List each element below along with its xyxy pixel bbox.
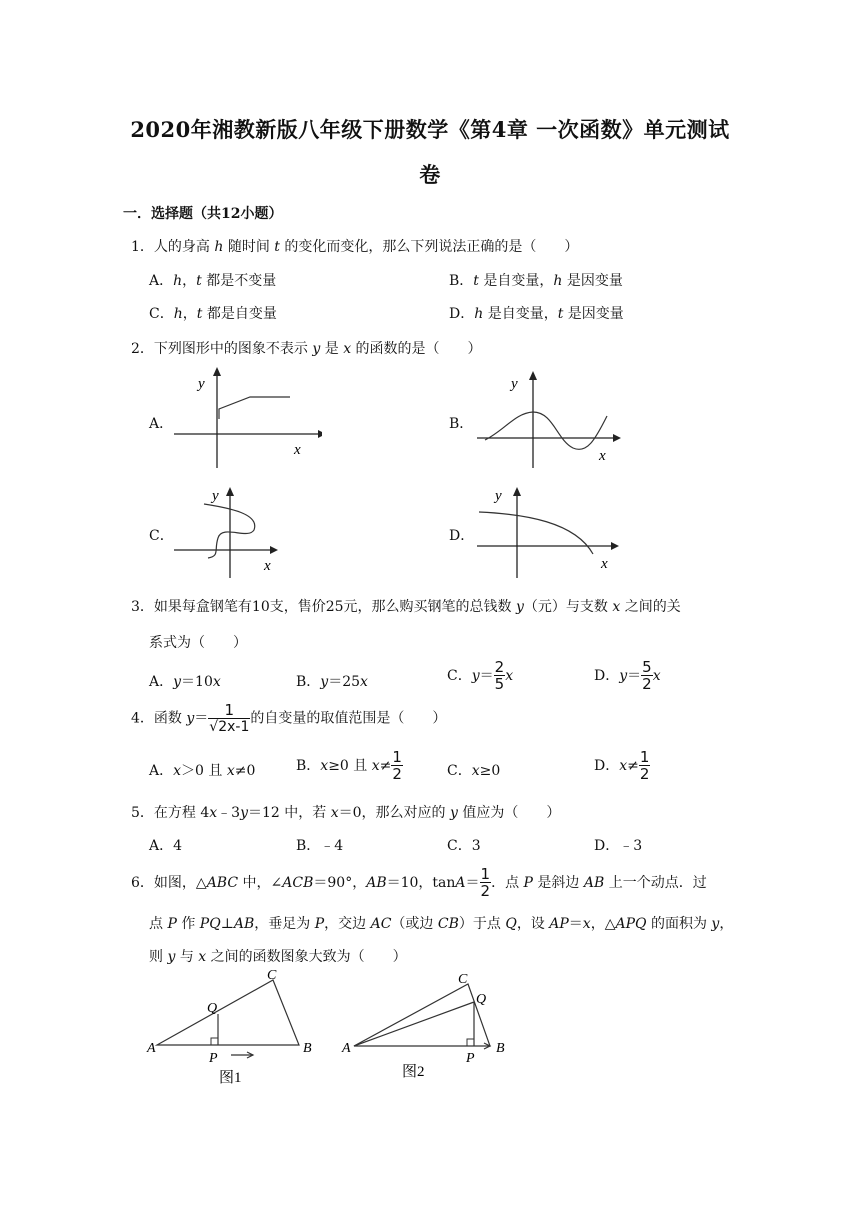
point-c-label: C	[458, 972, 468, 987]
point-p-label: P	[209, 1051, 218, 1066]
q4-option-c: C．x≥0	[447, 763, 501, 779]
q5-option-c: C．3	[447, 838, 481, 854]
doc-title-line1: 2020年湘教新版八年级下册数学《第4章 一次函数》单元测试	[130, 117, 730, 142]
q3-option-b: B．y＝25x	[296, 674, 368, 690]
figure-caption: 图2	[402, 1064, 425, 1080]
doc-title-line2: 卷	[419, 162, 441, 187]
axis-y-label: y	[212, 488, 219, 504]
q1-option-c: C．h，t 都是自变量	[149, 306, 277, 322]
q2-label-d: D．	[449, 528, 475, 544]
figure-caption: 图1	[219, 1070, 242, 1086]
point-p-label: P	[466, 1051, 475, 1066]
q1-option-b: B．t 是自变量，h 是因变量	[449, 273, 623, 289]
fraction: $\frac{1}{2}$	[639, 748, 650, 783]
sqrt-sign: √	[209, 719, 219, 735]
q2-graph-a	[172, 364, 322, 472]
q1-option-d: D．h 是自变量，t 是因变量	[449, 306, 624, 322]
axis-x-label: x	[601, 556, 608, 572]
q3-option-c: C．y＝ $\frac{2}{5}$ x	[447, 658, 514, 693]
q6-stem-line2: 点 P 作 PQ⊥AB，垂足为 P，交边 AC（或边 CB）于点 Q，设 AP＝x，△APQ 的面积为 y，	[149, 916, 734, 932]
axis-x-label: x	[599, 448, 606, 464]
section-heading: 一．选择题（共12小题）	[123, 206, 283, 222]
q5-option-a: A．4	[149, 838, 183, 854]
q4-stem: 4．函数 y＝ $\frac{1}{√2x-1}$ 的自变量的取值范围是（ ）	[131, 701, 447, 735]
q2-label-b: B．	[449, 416, 474, 432]
axis-y-label: y	[511, 376, 518, 392]
q2-graph-d	[475, 484, 625, 580]
point-c-label: C	[267, 968, 277, 983]
q3-stem-line1: 3．如果每盒钢笔有10支，售价25元，那么购买钢笔的总钱数 y（元）与支数 x 之间的关	[131, 599, 681, 615]
axis-x-label: x	[294, 442, 301, 458]
q4-option-b: B．x≥0 且 x≠ $\frac{1}{2}$	[296, 748, 402, 783]
fraction: $\frac{2}{5}$	[494, 658, 505, 693]
q4-option-d: D．x≠ $\frac{1}{2}$	[594, 748, 650, 783]
q3-option-d: D．y＝ $\frac{5}{2}$ x	[594, 658, 661, 693]
q5-option-b: B．﹣4	[296, 838, 344, 854]
q2-label-c: C．	[149, 528, 174, 544]
point-q-label: Q	[476, 992, 487, 1007]
q2-stem: 2．下列图形中的图象不表示 y 是 x 的函数的是（ ）	[131, 341, 482, 357]
q1-stem: 1．人的身高 h 随时间 t 的变化而变化，那么下列说法正确的是（ ）	[131, 239, 579, 255]
point-q-label: Q	[207, 1001, 218, 1016]
q6-figure-1	[145, 968, 330, 1086]
q3-stem-line2: 系式为（ ）	[149, 635, 247, 651]
q2-graph-b	[475, 368, 625, 468]
point-a-label: A	[147, 1041, 156, 1056]
q1-option-a: A．h，t 都是不变量	[149, 273, 277, 289]
fraction: $\frac{5}{2}$	[642, 658, 652, 693]
q2-label-a: A．	[149, 416, 174, 432]
q4-option-a: A．x＞0 且 x≠0	[149, 763, 256, 779]
q6-stem-line3: 则 y 与 x 之间的函数图象大致为（ ）	[149, 949, 407, 965]
point-a-label: A	[342, 1041, 351, 1056]
fraction: $\frac{1}{2}$	[480, 865, 491, 900]
q3-option-a: A．y＝10x	[149, 674, 221, 690]
fraction-sqrt: $\frac{1}{√2x-1}$	[209, 701, 250, 735]
q5-option-d: D．﹣3	[594, 838, 643, 854]
axis-y-label: y	[495, 488, 502, 504]
q5-stem: 5．在方程 4x﹣3y＝12 中，若 x＝0，那么对应的 y 值应为（ ）	[131, 805, 561, 821]
q2-graph-c	[172, 484, 282, 580]
point-b-label: B	[303, 1041, 312, 1056]
q6-figure-2	[340, 968, 525, 1086]
axis-y-label: y	[198, 376, 205, 392]
fraction: $\frac{1}{2}$	[392, 748, 402, 783]
axis-x-label: x	[264, 558, 271, 574]
point-b-label: B	[496, 1041, 505, 1056]
q6-stem-line1: 6．如图，△ABC 中，∠ACB＝90°，AB＝10，tanA＝ $\frac{1}{2}$ ．点 P 是斜边 AB 上一个动点．过	[131, 865, 707, 900]
